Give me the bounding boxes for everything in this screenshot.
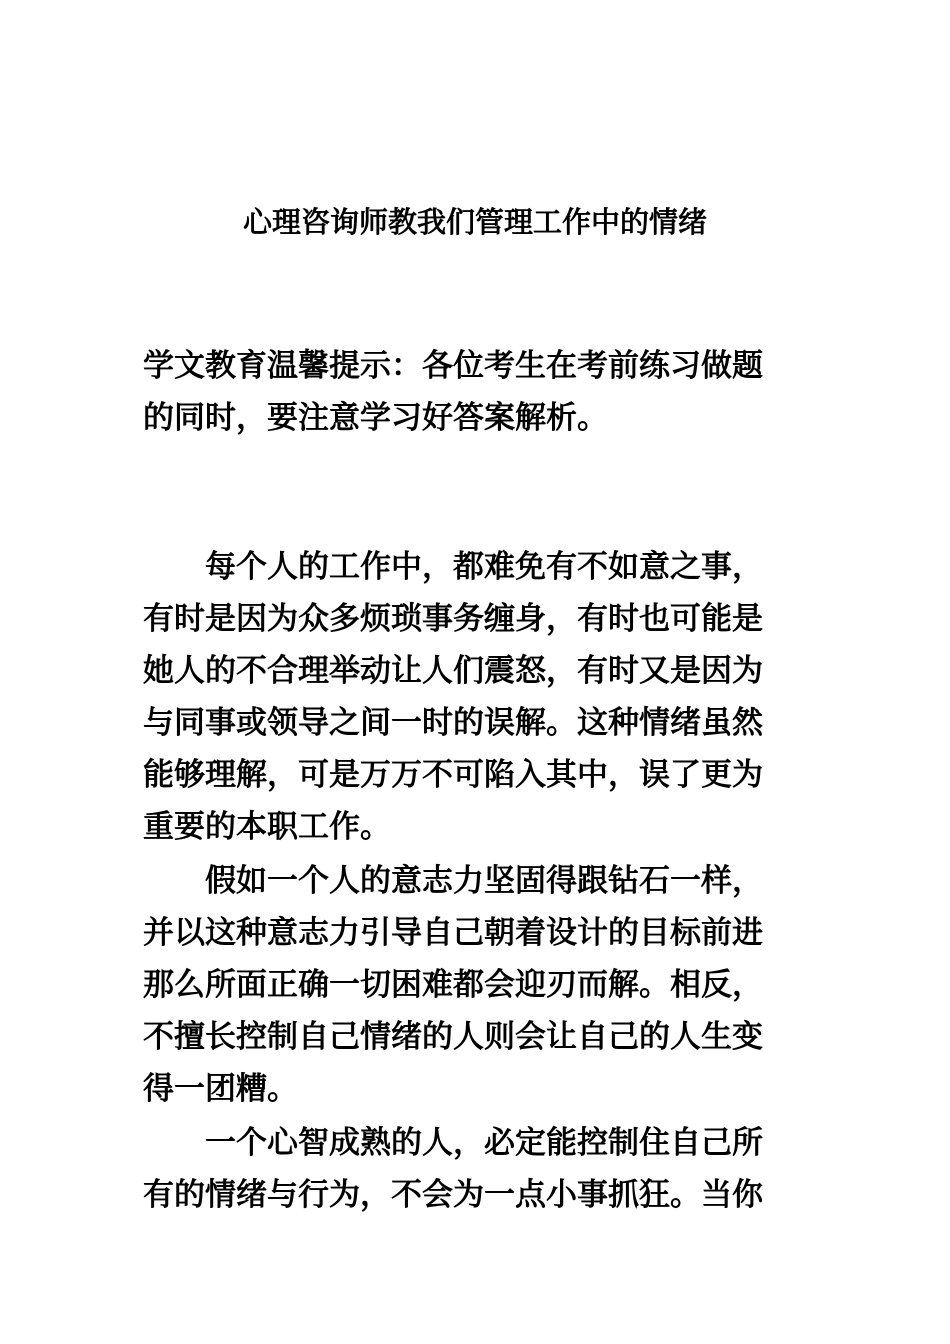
paragraph-line: 并以这种意志力引导自己朝着设计的目标前进 xyxy=(143,915,763,951)
paragraph-line: 与同事或领导之间一时的误解。这种情绪虽然 xyxy=(143,705,763,741)
notice-line: 的同时，要注意学习好答案解析。 xyxy=(143,400,608,436)
paragraph-line: 那么所面正确一切困难都会迎刃而解。相反， xyxy=(143,967,763,1003)
paragraph-line: 得一团糟。 xyxy=(143,1071,298,1107)
paragraph-line: 假如一个人的意志力坚固得跟钻石一样， xyxy=(205,863,763,899)
paragraph-line: 有的情绪与行为，不会为一点小事抓狂。当你 xyxy=(143,1177,763,1213)
paragraph-line: 不擅长控制自己情绪的人则会让自己的人生变 xyxy=(143,1019,763,1055)
paragraph-line: 每个人的工作中，都难免有不如意之事， xyxy=(205,549,763,585)
paragraph-line: 能够理解，可是万万不可陷入其中，误了更为 xyxy=(143,757,763,793)
body-paragraph-2 xyxy=(143,855,808,1115)
paragraph-line: 重要的本职工作。 xyxy=(143,809,391,845)
body-paragraph-1 xyxy=(143,541,808,853)
notice-paragraph xyxy=(143,340,808,444)
body-paragraph-3 xyxy=(143,1117,808,1221)
paragraph-line: 一个心智成熟的人，必定能控制住自己所 xyxy=(205,1125,763,1161)
paragraph-line: 她人的不合理举动让人们震怒，有时又是因为 xyxy=(143,653,763,689)
notice-line: 学文教育温馨提示：各位考生在考前练习做题 xyxy=(143,348,763,384)
document-title: 心理咨询师教我们管理工作中的情绪 xyxy=(242,205,707,239)
paragraph-line: 有时是因为众多烦琐事务缠身，有时也可能是 xyxy=(143,601,763,637)
